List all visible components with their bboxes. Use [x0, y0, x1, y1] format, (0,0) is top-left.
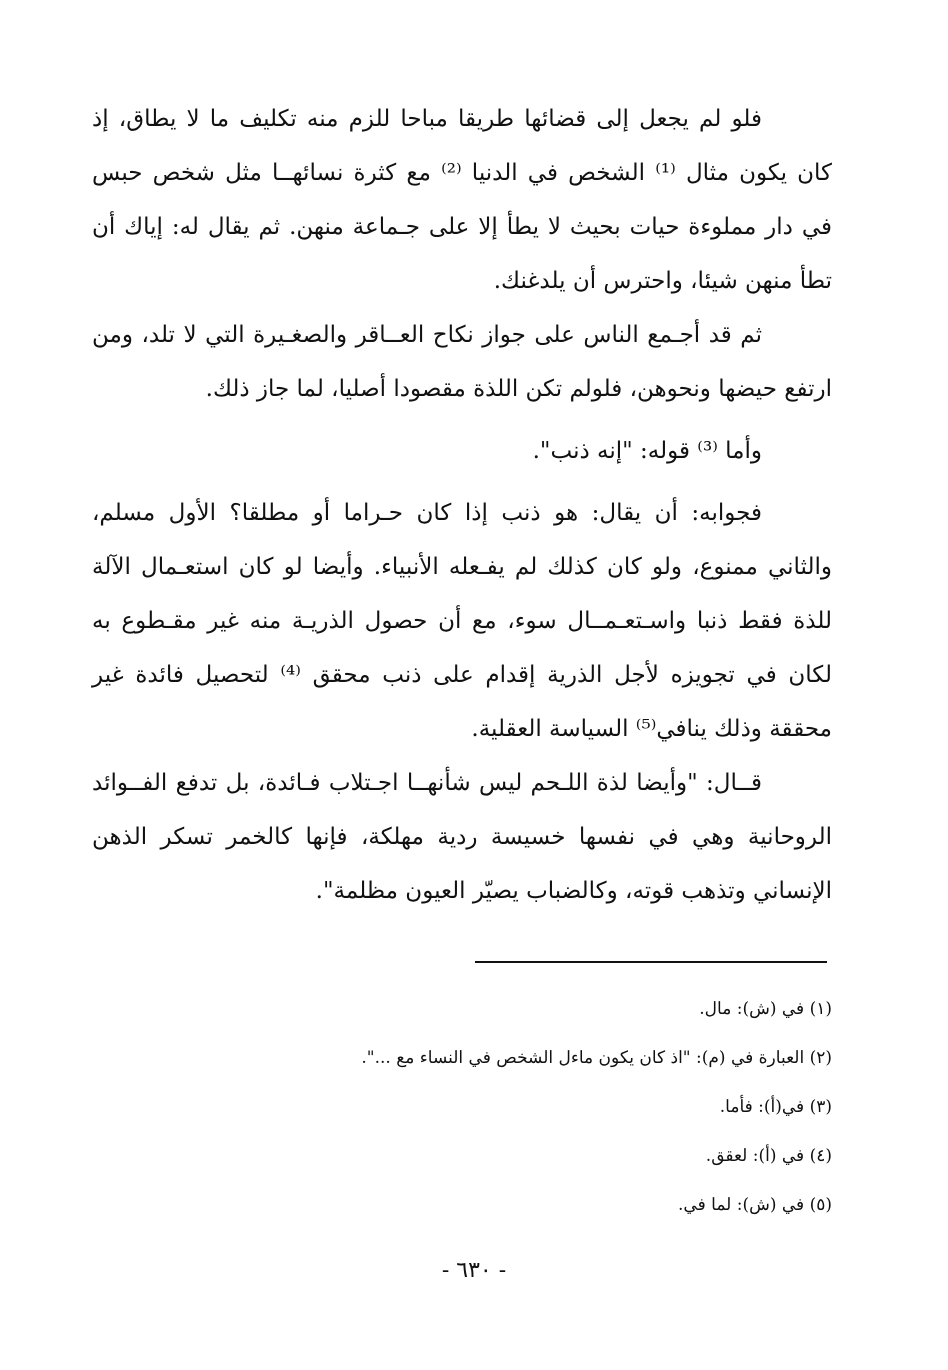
footnotes [200, 985, 832, 1230]
footnote-1: (١) في (ش): مال. [699, 999, 832, 1019]
paragraph-text: فلو لم يجعل إلى قضائها طريقا مباحا للزم منه تكليف ما لا يطاق، إذ كان يكون مثال ⁽¹⁾ الشخص في الدنيا ⁽²⁾ مع كثرة نسائهــا مثل شخص حبس في دار مملوءة حيات بحيث لا يطأ إلا على جـماعة منهن. ثم يقال له: إياك أن تطأ منهن شيئا، واحترس أن يلدغنك. [92, 106, 833, 294]
body-paragraph-5 [92, 756, 832, 918]
footnote-4: (٤) في (أ): لعقق. [705, 1146, 832, 1166]
footnote-2: (٢) العبارة في (م): "اذ كان يكون ماءل الشخص في النساء مع ...". [361, 1048, 832, 1068]
body-paragraph-3 [92, 424, 832, 478]
paragraph-text: ثم قد أجـمع الناس على جواز نكاح العــاقر والصغـيرة التي لا تلد، ومن ارتفع حيضها ونحوهن، فلولم تكن اللذة مقصودا أصليا، لما جاز ذلك. [92, 322, 832, 402]
body-paragraph-4 [92, 486, 832, 756]
footnote-5: (٥) في (ش): لما في. [678, 1195, 832, 1215]
footnote-3: (٣) في(أ): فأما. [719, 1097, 832, 1117]
paragraph-text: فجوابه: أن يقال: هو ذنب إذا كان حـراما أو مطلقا؟ الأول مسلم، والثاني ممنوع، ولو كان كذلك لم يفـعله الأنبياء. وأيضا لو كان استعـمال الآلة للذة فقط ذنبا واسـتعـمــال سوء، مع أن حصول الذريـة منه غير مقـطوع به لكان في تجويزه لأجل الذرية إقدام على ذنب محقق ⁽⁴⁾ لتحصيل فائدة غير محققة وذلك ينافي⁽⁵⁾ السياسة العقلية. [92, 500, 832, 742]
page-number: - ٦٣٠ - [441, 1258, 507, 1283]
footnote-separator [475, 961, 827, 963]
paragraph-text: قــال: "وأيضا لذة اللـحم ليس شأنهــا اجـتلاب فـائدة، بل تدفع الفــوائد الروحانية وهي في نفسها خسيسة ردية مهلكة، فإنها كالخمر تسكر الذهن الإنساني وتذهب قوته، وكالضباب يصيّر العيون مظلمة". [92, 770, 832, 904]
body-paragraph-1 [92, 92, 832, 308]
body-paragraph-2 [92, 308, 832, 416]
paragraph-text: وأما ⁽³⁾ قوله: "إنه ذنب". [532, 438, 762, 464]
